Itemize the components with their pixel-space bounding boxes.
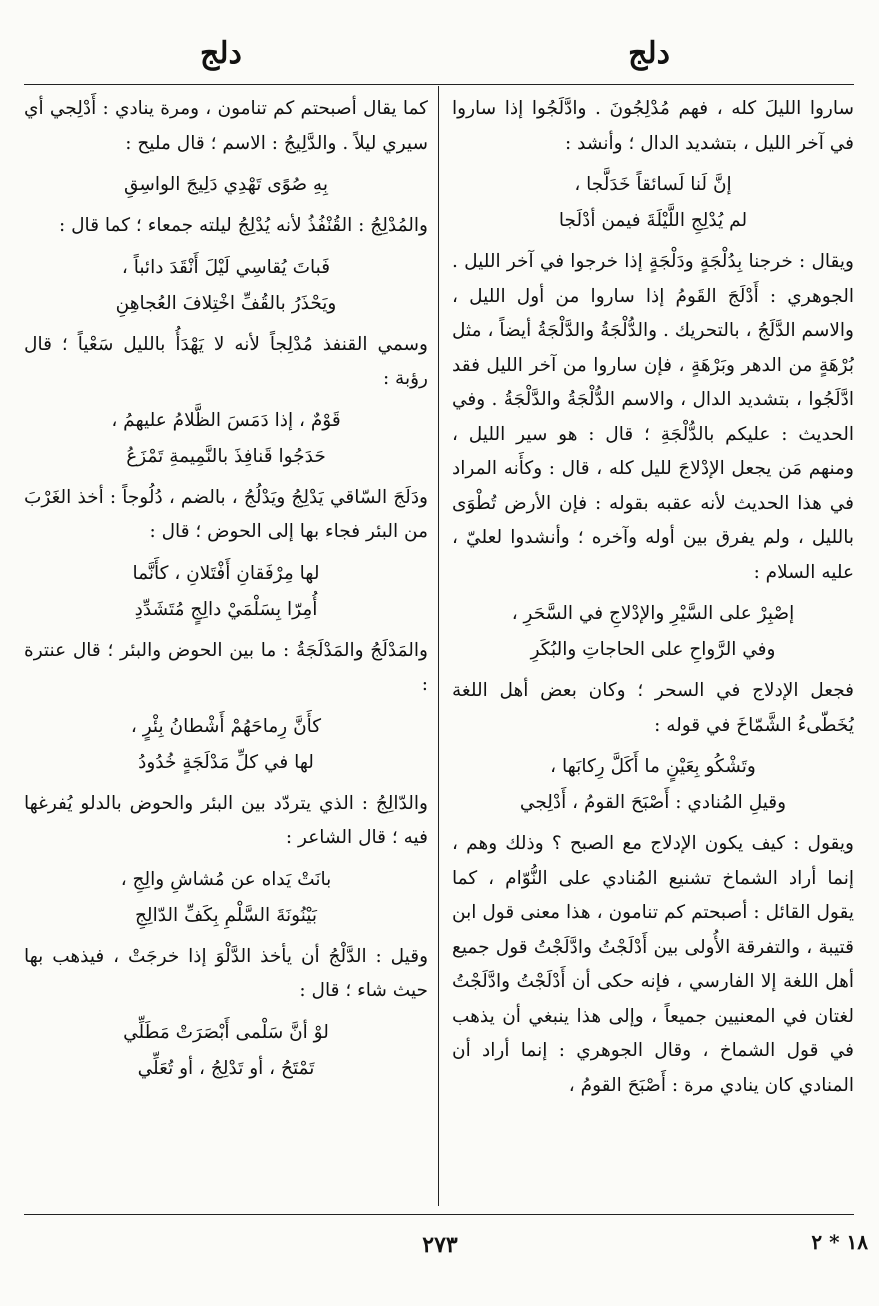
- left-column: [24, 92, 428, 1204]
- header-title-right: دلج: [628, 36, 670, 71]
- paragraph: وسمي القنفذ مُدْلِجاً لأنه لا يَهْدَأُ بالليل سَعْياً ؛ قال رؤبة :: [24, 333, 428, 389]
- printer-signature: ١٨ * ٢: [811, 1230, 868, 1254]
- verse-line: فَباتَ يُقاسِي لَيْلَ أَنْقَدَ دائباً ،: [121, 256, 331, 278]
- paragraph: والمُدْلِجُ : القُنْفُذُ لأنه يُدْلِجُ ليلته جمعاء ؛ كما قال :: [59, 215, 428, 236]
- paragraph: ساروا الليلَ كله ، فهم مُدْلِجُونَ . وادَّلَجُوا إذا ساروا في آخر الليل ، بتشديد الدال ؛ وأنشد :: [452, 98, 854, 154]
- verse-line: بَيْنُونَةَ السَّلْمِ بِكَفِّ الدّالِجِ: [134, 904, 318, 926]
- verse-line: وتَشْكُو بِعَيْنٍ ما أَكَلَّ رِكابَها ،: [550, 756, 756, 777]
- paragraph: كما يقال أصبحتم كم تنامون ، ومرة ينادي : أَدْلِجي أي سيري ليلاً . والدَّلِيجُ : الاسم ؛ قال مليح :: [24, 98, 428, 154]
- paragraph: وقيل : الدَّلْجُ أن يأخذ الدَّلْوَ إذا خرجَتْ ، فيذهب بها حيث شاء ؛ قال :: [24, 945, 428, 1001]
- paragraph: والدّالِجُ : الذي يتردّد بين البئر والحوض بالدلو يُفرغها فيه ؛ قال الشاعر :: [24, 792, 428, 848]
- verse-line: وفي الرَّواحِ على الحاجاتِ والبُكَرِ: [530, 639, 776, 660]
- header-title-left: دلج: [200, 36, 242, 71]
- verse: [24, 250, 428, 322]
- verse-line: لم يُدْلِجِ اللَّيْلَةَ فيمن أدْلَجا: [558, 210, 748, 231]
- verse: [24, 709, 428, 781]
- page-header: [40, 28, 840, 88]
- column-divider: [438, 86, 439, 1206]
- verse: [24, 556, 428, 628]
- paragraph: ودَلَجَ السّاقي يَدْلِجُ ويَدْلُجُ ، بالضم ، دُلُوجاً : أخذ الغَرْبَ من البئر فجاء بها إلى الحوض ؛ قال :: [24, 486, 428, 542]
- verse: [452, 749, 854, 821]
- page-number: ٢٧٣: [422, 1232, 458, 1258]
- verse-line: كأَنَّ رِماحَهُمْ أَشْطانُ بِئْرٍ ،: [130, 715, 322, 737]
- verse-line: حَدَجُوا قَنافِذَ بالنَّمِيمةِ تَمْزَعُ: [126, 445, 326, 467]
- verse: [24, 403, 428, 475]
- verse-line: تَمْتَحُ ، أو تَدْلِجُ ، أو تُعَلِّي: [137, 1057, 315, 1079]
- verse: [24, 167, 428, 203]
- paragraph: ويقال : خرجنا بِدُلْجَةٍ ودَلْجَةٍ إذا خرجوا في آخر الليل . الجوهري : أَدْلَجَ القَومُ إذا ساروا من أول الليل ، والاسم الدَّلَجُ ، بالتحريك . والدُّلْجَةُ والدَّلْجَةُ أيضاً ، مثل بُرْهَةٍ من الدهر وبَرْهَةٍ ، فإن ساروا من آخر الليل فقد ادَّلَجُوا ، بتشديد الدال ، والاسم الدُّلْجَةُ والدَّلْجَةُ . وفي الحديث : عليكم بالدُّلْجَةِ ؛ قال : هو سير الليل ، ومنهم مَن يجعل الإدْلاجَ لليل كله ، قال : وكأَنه المراد في هذا الحديث لأنه عقبه بقوله : فإن الأرض تُطْوَى بالليل ، ولم يفرق بين أوله وآخره ؛ وأنشدوا لعليّ ، عليه السلام :: [452, 251, 854, 583]
- verse-line: بِهِ صُوًى تَهْدِي دَلِيجَ الواسِقِ: [123, 174, 328, 195]
- verse-line: وقيلِ المُنادي : أَصْبَحَ القومُ ، أَدْلِجي: [519, 792, 787, 813]
- verse-line: أُمِرّا بِسَلْمَيْ دالِجٍ مُتَشَدِّدِ: [134, 598, 318, 620]
- verse: [452, 596, 854, 668]
- verse-line: لها في كلِّ مَدْلَجَةٍ خُدُودُ: [138, 751, 314, 773]
- verse-line: لوْ أنَّ سَلْمى أَبْصَرَتْ مَطَلِّي: [123, 1021, 329, 1043]
- verse-line: إصْبِرْ على السَّيْرِ والإدْلاجِ في السَّحَرِ ،: [511, 603, 795, 624]
- top-rule: [24, 84, 854, 85]
- verse: [24, 862, 428, 934]
- verse-line: بانَتْ يَداه عن مُشاشِ والِجِ ،: [120, 868, 332, 890]
- verse-line: قَوْمٌ ، إذا دَمَسَ الظَّلامُ عليهمُ ،: [111, 409, 341, 431]
- verse-line: إنَّ لَنا لَسائقاً خَدَلَّجا ،: [574, 174, 732, 195]
- paragraph: ويقول : كيف يكون الإدلاج مع الصبح ؟ وذلك وهم ، إنما أراد الشماخ تشنيع المُنادي على النُّوّام ، كما يقول القائل : أصبحتم كم تنامون ، هذا معنى قول ابن قتيبة ، والتفرقة الأُولى بين أَدْلَجْتُ وادَّلَجْتُ قول جميع أهل اللغة إلا الفارسي ، فإنه حكى أن أَدْلَجْتُ وادَّلَجْتُ لغتان في المعنيين جميعاً ، وإلى هذا ينبغي أن يذهب في قول الشماخ ، وقال الجوهري : إنما أراد أن المنادي كان ينادي مرة : أَصْبَحَ القومُ ،: [452, 833, 854, 1096]
- paragraph: والمَدْلَجُ والمَدْلَجَةُ : ما بين الحوض والبئر ؛ قال عنترة :: [24, 639, 428, 695]
- paragraph: فجعل الإدلاج في السحر ؛ وكان بعض أهل اللغة يُخَطّىءُ الشَّمّاخَ في قوله :: [452, 680, 854, 736]
- verse: [452, 167, 854, 239]
- right-column: [452, 92, 854, 1204]
- verse-line: لها مِرْفَقانِ أَفْتَلانِ ، كأَنَّما: [132, 562, 320, 584]
- verse: [24, 1015, 428, 1087]
- bottom-rule: [24, 1214, 854, 1215]
- verse-line: ويَحْذَرُ بالقُفِّ اخْتِلافَ العُجاهِنِ: [115, 292, 337, 314]
